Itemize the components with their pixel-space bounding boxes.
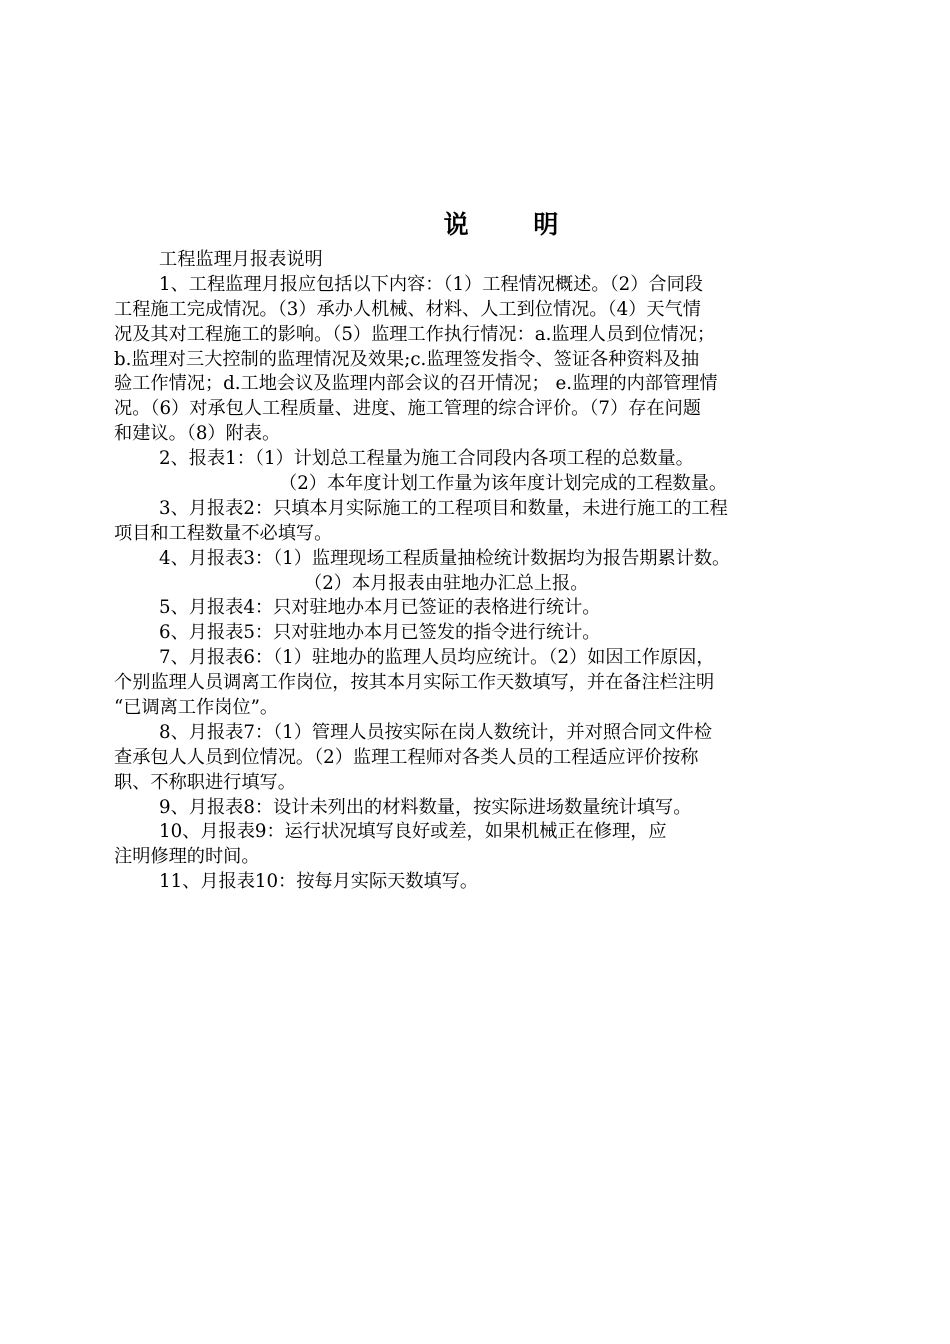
item-10-line-1: 10、月报表9：运行状况填写良好或差，如果机械正在修理，应: [159, 821, 667, 843]
item-1-line-3: 况及其对工程施工的影响。（5）监理工作执行情况：a.监理人员到位情况；: [114, 323, 716, 345]
item-1-line-2: 工程施工完成情况。（3）承办人机械、材料、人工到位情况。（4）天气情: [114, 298, 701, 320]
item-8-line-2: 查承包人人员到位情况。（2）监理工程师对各类人员的工程适应评价按称: [114, 746, 699, 768]
item-4-line-1: 4、月报表3：（1）监理现场工程质量抽检统计数据均为报告期累计数。: [159, 547, 731, 569]
item-5-line-1: 5、月报表4：只对驻地办本月已签证的表格进行统计。: [159, 597, 601, 619]
item-2-line-2: （2）本年度计划工作量为该年度计划完成的工程数量。: [279, 473, 728, 495]
item-1-line-4: b.监理对三大控制的监理情况及效果;c.监理签发指令、签证各种资料及抽: [114, 348, 700, 370]
item-1-line-5: 验工作情况；d.工地会议及监理内部会议的召开情况； e.监理的内部管理情: [114, 373, 718, 395]
item-11-line-1: 11、月报表10：按每月实际天数填写。: [159, 871, 479, 893]
item-10-line-2: 注明修理的时间。: [114, 846, 260, 868]
item-1-line-1: 1、工程监理月报应包括以下内容：（1）工程情况概述。（2）合同段: [159, 273, 703, 295]
item-1-line-7: 和建议。（8）附表。: [114, 423, 281, 445]
item-7-line-2: 个别监理人员调离工作岗位，按其本月实际工作天数填写，并在备注栏注明: [114, 672, 715, 694]
item-8-line-1: 8、月报表7：（1）管理人员按实际在岗人数统计，并对照合同文件检: [159, 721, 713, 743]
item-2-line-1: 2、报表1：（1）计划总工程量为施工合同段内各项工程的总数量。: [159, 448, 694, 470]
item-8-line-3: 职、不称职进行填写。: [114, 771, 296, 793]
item-4-line-2: （2）本月报表由驻地办汇总上报。: [304, 572, 589, 594]
item-9-line-1: 9、月报表8：设计未列出的材料数量，按实际进场数量统计填写。: [159, 796, 692, 818]
page-title: 说 明: [443, 210, 587, 239]
document-subtitle: 工程监理月报表说明: [159, 249, 323, 270]
item-3-line-2: 项目和工程数量不必填写。: [114, 522, 333, 544]
item-1-line-6: 况。（6）对承包人工程质量、进度、施工管理的综合评价。（7）存在问题: [114, 398, 701, 420]
item-7-line-1: 7、月报表6：（1）驻地办的监理人员均应统计。（2）如因工作原因，: [159, 647, 715, 669]
item-6-line-1: 6、月报表5：只对驻地办本月已签发的指令进行统计。: [159, 622, 601, 644]
item-3-line-1: 3、月报表2：只填本月实际施工的工程项目和数量，未进行施工的工程: [159, 497, 728, 519]
item-7-line-3: “已调离工作岗位”。: [114, 697, 279, 719]
document-body: [114, 248, 874, 895]
